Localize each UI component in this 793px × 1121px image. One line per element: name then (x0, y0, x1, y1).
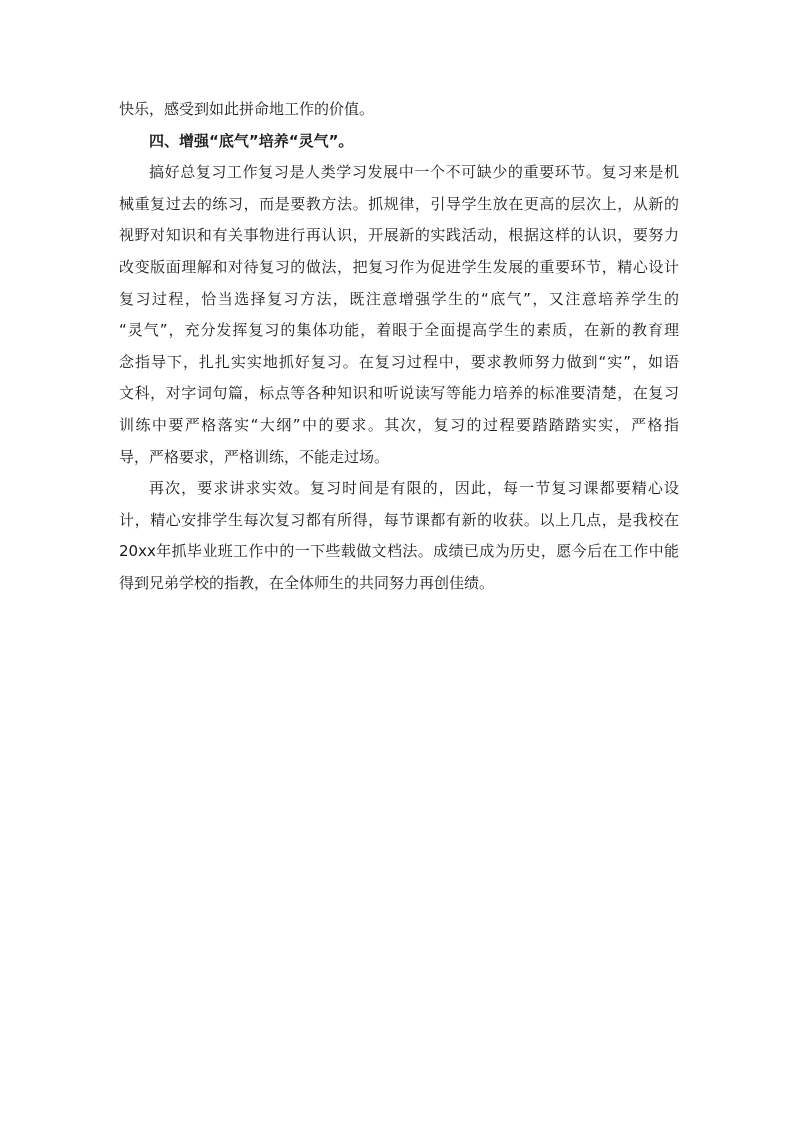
paragraph-line: 再次，要求讲求实效。复习时间是有限的，因此，每一节复习课都要精心设 (149, 479, 679, 498)
paragraph-line: 得到兄弟学校的指教，在全体师生的共同努力再创佳绩。 (119, 573, 495, 592)
body-text (119, 94, 679, 600)
paragraph-line: 械重复过去的练习，而是要教方法。抓规律，引导学生放在更高的层次上，从新的 (119, 194, 679, 213)
paragraph-line: 视野对知识和有关事物进行再认识，开展新的实践活动，根据这样的认识，要努力 (119, 226, 679, 245)
section-heading: 四、增强“底气”培养“灵气”。 (149, 131, 354, 150)
paragraph-line: 念指导下，扎扎实实地抓好复习。在复习过程中，要求教师努力做到“实”，如语 (119, 352, 679, 371)
paragraph-line: 文科，对字词句篇，标点等各种知识和听说读写等能力培养的标准要清楚，在复习 (119, 384, 679, 403)
paragraph-line: “灵气”，充分发挥复习的集体功能，着眼于全面提高学生的素质，在新的教育理 (119, 321, 679, 340)
paragraph-line: 复习过程，恰当选择复习方法，既注意增强学生的“底气”，又注意培养学生的 (119, 289, 679, 308)
paragraph-line: 搞好总复习工作复习是人类学习发展中一个不可缺少的重要环节。复习来是机 (149, 163, 679, 182)
paragraph-line: 导，严格要求，严格训练，不能走过场。 (119, 447, 390, 466)
paragraph-line: 20xx年抓毕业班工作中的一下些载做文档法。成绩已成为历史，愿今后在工作中能 (119, 542, 679, 561)
paragraph-line: 训练中要严格落实“大纲”中的要求。其次，复习的过程要踏踏踏实实，严格指 (119, 415, 679, 434)
paragraph-line: 改变版面理解和对待复习的做法，把复习作为促进学生发展的重要环节，精心设计 (119, 257, 679, 276)
paragraph-line: 计，精心安排学生每次复习都有所得，每节课都有新的收获。以上几点，是我校在 (119, 510, 679, 529)
paragraph-line: 快乐，感受到如此拼命地工作的价值。 (119, 100, 375, 118)
